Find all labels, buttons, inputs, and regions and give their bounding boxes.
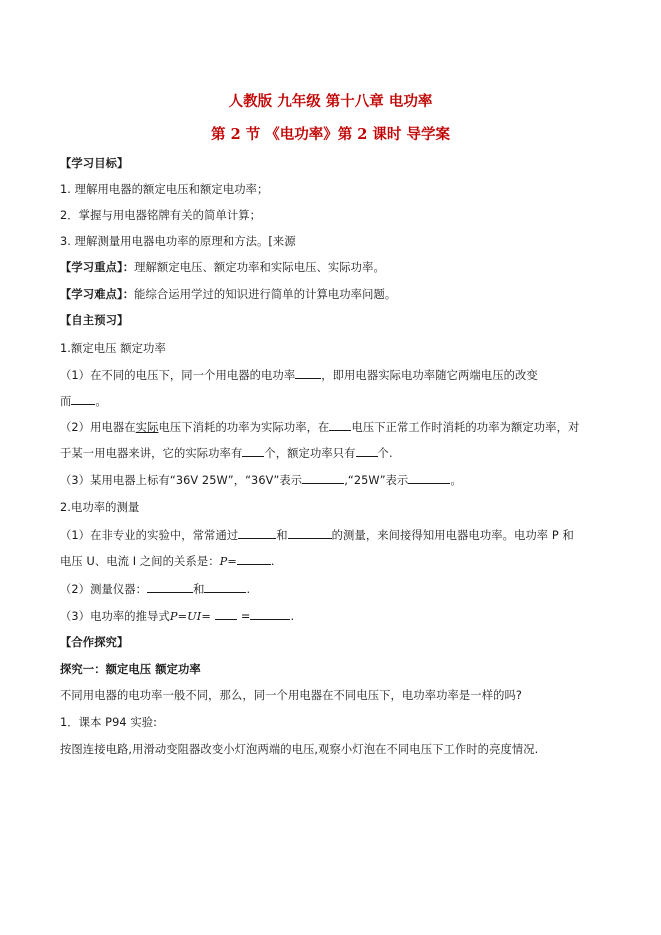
question-1 — [60, 367, 538, 384]
q2-text-a: （2）用电器在 — [60, 421, 136, 434]
answer-blank[interactable] — [329, 419, 351, 431]
m1-text-b: 和 — [276, 529, 288, 542]
objective-item: 1. 理解用电器的额定电压和额定电功率； — [60, 183, 269, 196]
m2-text-c: . — [246, 583, 251, 596]
q2-text-b: 电压下消耗的功率为实际功率，在 — [158, 421, 330, 434]
q2-text-d: 于某一用电器来讲，它的实际功率有 — [60, 447, 243, 460]
m1-text-c: 的测量，来间接得知用电器电功率。电功率 P 和 — [331, 529, 574, 542]
key-point-text: 理解额定电压、额定功率和实际电压、实际功率。 — [134, 261, 385, 274]
m1-text-a: （1）在非专业的实验中，常常通过 — [60, 529, 239, 542]
difficulty-label: 【学习难点】： — [60, 288, 135, 301]
q3-text-a: （3）某用电器上标有“36V 25W”，“36V”表示 — [60, 474, 303, 487]
doc-title: 人教版 九年级 第十八章 电功率 — [228, 93, 433, 110]
answer-blank[interactable] — [204, 581, 246, 593]
answer-blank[interactable] — [237, 553, 271, 565]
question-1-cont — [60, 393, 107, 410]
answer-blank[interactable] — [295, 367, 321, 379]
answer-blank[interactable] — [302, 472, 344, 484]
m1-text-d: 电压 U、电流 I 之间的关系是： — [60, 555, 220, 568]
key-point — [60, 260, 385, 276]
answer-blank[interactable] — [238, 527, 276, 539]
cooperate-heading: 【合作探究】 — [60, 636, 129, 649]
experiment-text: 按图连接电路,用滑动变阻器改变小灯泡两端的电压,观察小灯泡在不同电压下工作时的亮度情况. — [60, 743, 539, 756]
m3-text-a: （3）电功率的推导式 — [60, 610, 170, 623]
q3-text-b: ,“25W”表示 — [344, 474, 409, 487]
objectives-heading: 【学习目标】 — [60, 157, 129, 170]
q2-text-c: 电压下正常工作时消耗的功率为额定功率，对 — [351, 421, 580, 434]
answer-blank[interactable] — [242, 445, 264, 457]
m3-text-c: . — [290, 610, 295, 623]
section2-title: 2.电功率的测量 — [60, 501, 140, 514]
q2-text-e: 个，额定功率只有 — [264, 447, 356, 460]
preview-heading: 【自主预习】 — [60, 314, 129, 327]
answer-blank[interactable] — [147, 581, 193, 593]
difficulty — [60, 287, 396, 303]
answer-blank[interactable] — [215, 608, 237, 620]
q1-text-d: 。 — [95, 395, 107, 408]
m2-text-a: （2）测量仪器： — [60, 583, 148, 596]
answer-blank[interactable] — [71, 393, 95, 405]
m1-text-e: . — [270, 555, 275, 568]
key-point-label: 【学习重点】： — [60, 261, 135, 274]
m2-text-b: 和 — [193, 583, 205, 596]
q1-text-b: ，即用电器实际电功率随它两端电压的改变 — [321, 369, 538, 382]
measure-1 — [60, 527, 574, 544]
m3-text-b: = — [240, 610, 251, 623]
question-2 — [60, 419, 579, 436]
answer-blank[interactable] — [356, 445, 378, 457]
section1-title: 1.额定电压 额定功率 — [60, 342, 166, 355]
question-3 — [60, 472, 462, 489]
q1-text-a: （1）在不同的电压下，同一个用电器的电功率 — [60, 369, 296, 382]
explore-title: 探究一：额定电压 额定功率 — [60, 663, 201, 676]
objective-item: 2．掌握与用电器铭牌有关的简单计算； — [60, 209, 262, 222]
question-2-cont — [60, 445, 393, 462]
q1-text-c: 而 — [60, 395, 72, 408]
m1-formula: P= — [219, 555, 237, 568]
m3-formula: P=UI= — [169, 610, 211, 623]
measure-1-cont — [60, 553, 275, 570]
answer-blank[interactable] — [288, 527, 332, 539]
measure-3 — [60, 608, 294, 625]
doc-subtitle: 第 2 节 《电功率》第 2 课时 导学案 — [211, 126, 450, 143]
answer-blank[interactable] — [408, 472, 450, 484]
measure-2 — [60, 581, 250, 598]
explore-question: 不同用电器的电功率一般不同，那么，同一个用电器在不同电压下，电功率功率是一样的吗? — [60, 689, 522, 702]
answer-blank[interactable] — [250, 608, 290, 620]
q2-text-f: 个. — [377, 447, 393, 460]
q2-fill-word: 实际 — [135, 421, 159, 434]
difficulty-text: 能综合运用学过的知识进行简单的计算电功率问题。 — [134, 288, 397, 301]
objective-item: 3. 理解测量用电器电功率的原理和方法。[来源 — [60, 235, 296, 248]
experiment-title: 1．课本 P94 实验: — [60, 716, 158, 729]
q3-text-c: 。 — [450, 474, 462, 487]
